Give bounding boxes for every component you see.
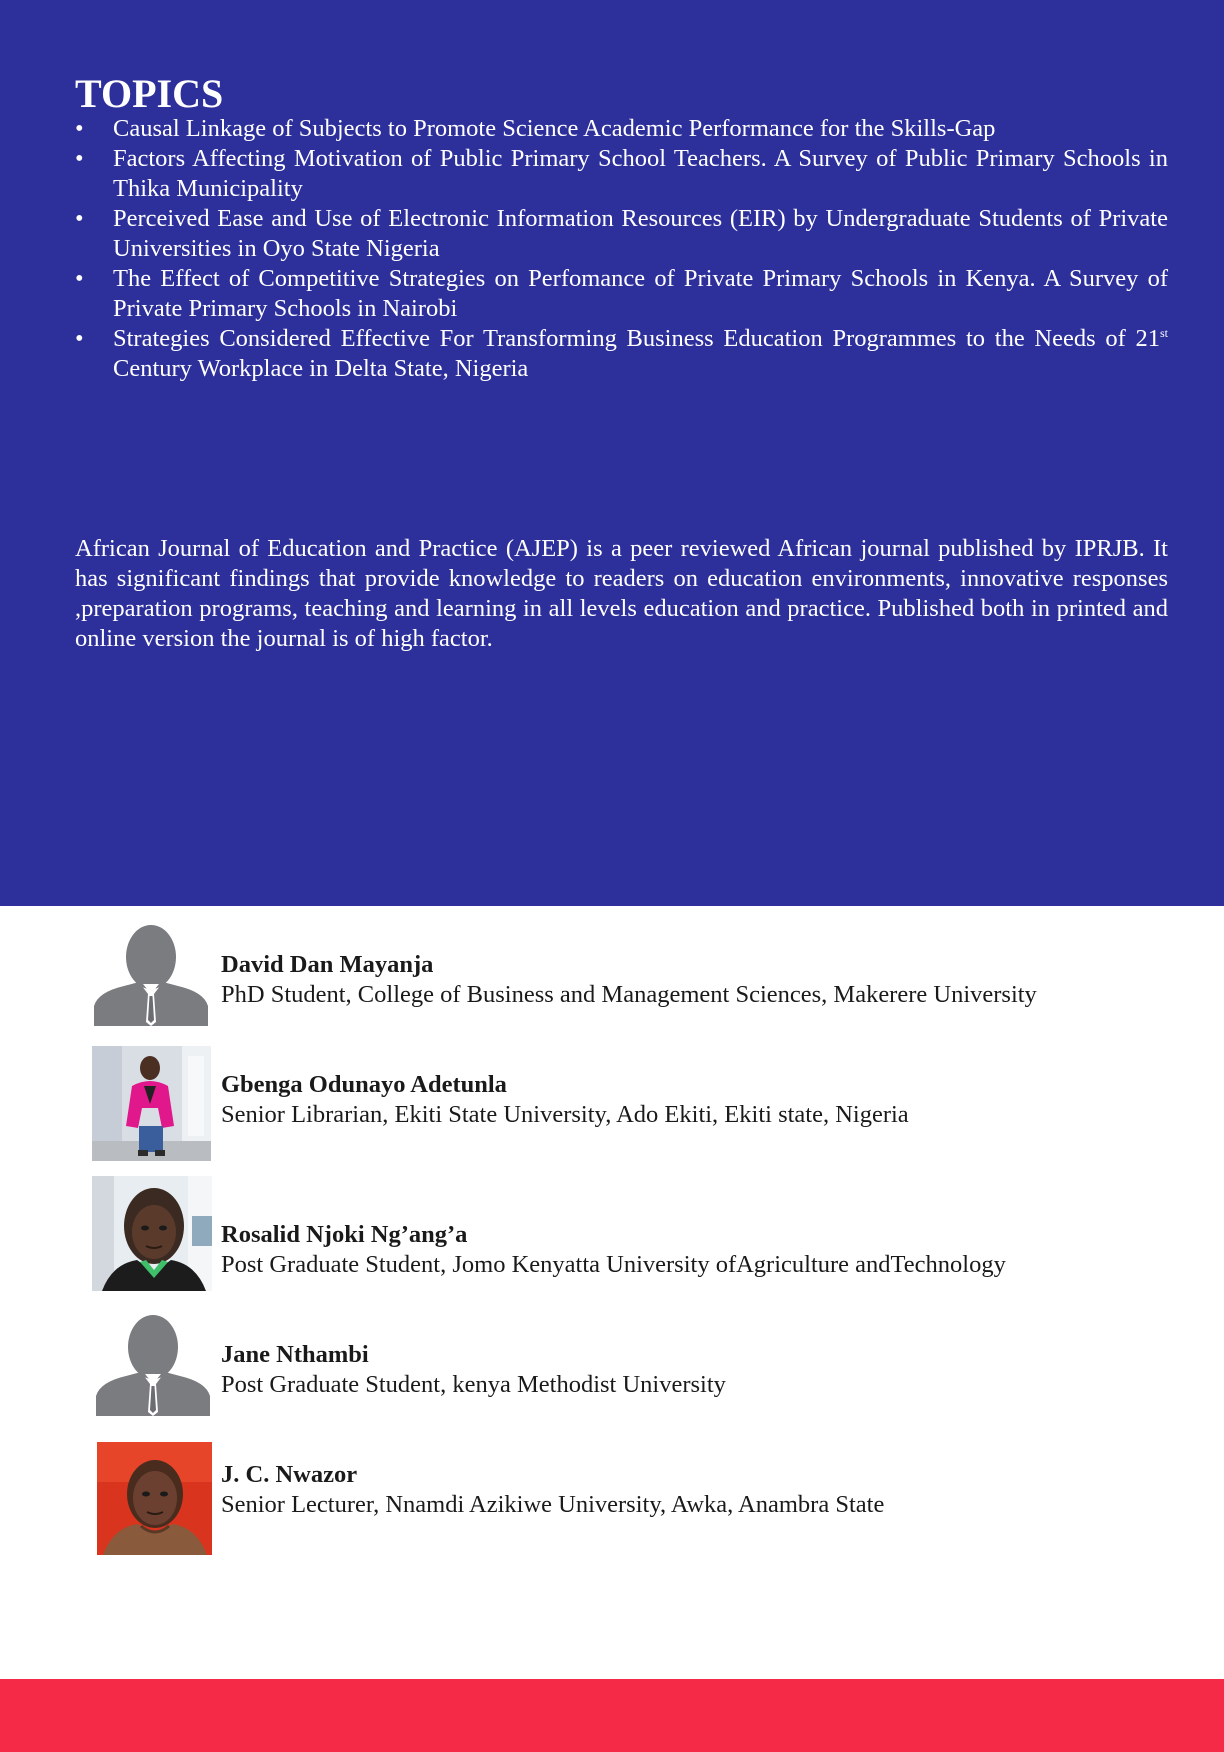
topic-item: • Perceived Ease and Use of Electronic Information Resources (EIR) by Undergraduate Students of Private Universities in Oyo State Nigeria	[75, 205, 1168, 262]
topic-item: • Causal Linkage of Subjects to Promote Science Academic Performance for the Skills-Gap	[75, 115, 996, 142]
silhouette-avatar-icon	[94, 922, 208, 1026]
author-entry	[92, 1310, 1192, 1430]
author-entry	[92, 920, 1192, 1040]
footer-red-band	[0, 1679, 1224, 1752]
bullet-icon: •	[75, 205, 84, 232]
author-role: Senior Lecturer, Nnamdi Azikiwe University, Awka, Anambra State	[221, 1491, 885, 1518]
author-name: Jane Nthambi	[221, 1341, 369, 1368]
author-photo	[92, 1046, 211, 1161]
author-role: Post Graduate Student, kenya Methodist University	[221, 1371, 726, 1398]
silhouette-avatar-icon	[96, 1312, 210, 1416]
author-role: Senior Librarian, Ekiti State University, Ado Ekiti, Ekiti state, Nigeria	[221, 1101, 909, 1128]
author-role: PhD Student, College of Business and Management Sciences, Makerere University	[221, 981, 1037, 1008]
bullet-icon: •	[75, 265, 84, 292]
author-entry	[92, 1442, 1192, 1562]
topic-item: • The Effect of Competitive Strategies on Perfomance of Private Primary Schools in Kenya. A Survey of Private Primary Schools in Nairobi	[75, 265, 1168, 322]
journal-description: African Journal of Education and Practice (AJEP) is a peer reviewed African journal published by IPRJB. It has significant findings that provide knowledge to readers on education environments, innovative responses ,preparation programs, teaching and learning in all levels education and practice. Published both in printed and online version the journal is of high factor.	[75, 535, 1168, 652]
author-name: David Dan Mayanja	[221, 951, 434, 978]
bullet-icon: •	[75, 145, 84, 172]
author-entry	[92, 1176, 1192, 1296]
author-name: J. C. Nwazor	[221, 1461, 358, 1488]
author-photo	[92, 1176, 212, 1291]
author-role: Post Graduate Student, Jomo Kenyatta University ofAgriculture andTechnology	[221, 1251, 1006, 1278]
topic-item: • Factors Affecting Motivation of Public Primary School Teachers. A Survey of Public Primary Schools in Thika Municipality	[75, 145, 1168, 202]
bullet-icon: •	[75, 325, 84, 352]
topic-item: • Strategies Considered Effective For Transforming Business Education Programmes to the Needs of 21st Century Workplace in Delta State, Nigeria	[75, 325, 1168, 382]
bullet-icon: •	[75, 115, 84, 142]
author-name: Rosalid Njoki Ng’ang’a	[221, 1221, 468, 1248]
author-name: Gbenga Odunayo Adetunla	[221, 1071, 507, 1098]
topics-list	[75, 114, 1168, 384]
author-photo	[97, 1442, 212, 1555]
topics-heading: TOPICS	[75, 71, 224, 116]
author-entry	[92, 1046, 1192, 1166]
